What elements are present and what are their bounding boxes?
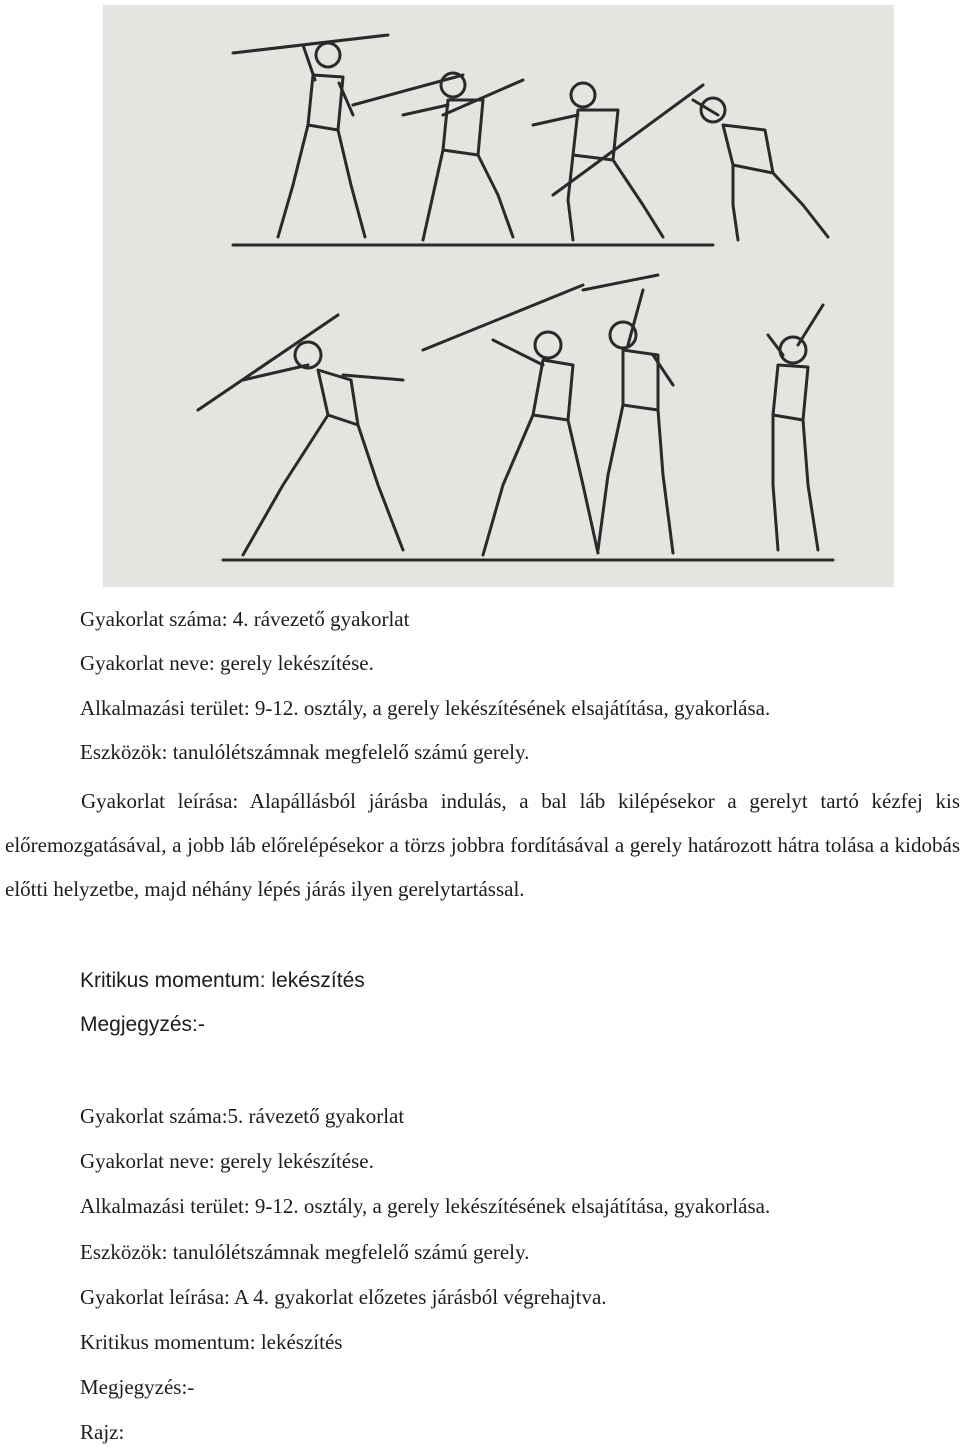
ex5-name: Gyakorlat neve: gerely lekészítése. bbox=[80, 1149, 374, 1173]
ex4-tools: Eszközök: tanulólétszámnak megfelelő számú gerely. bbox=[80, 740, 530, 764]
athlete-figure-2 bbox=[353, 73, 513, 240]
athlete-figure-7 bbox=[583, 275, 673, 553]
javelin-sequence-figure bbox=[103, 5, 894, 587]
ex5-description: Gyakorlat leírása: A 4. gyakorlat előzetes járásból végrehajtva. bbox=[80, 1285, 607, 1309]
ex5-drawing-label: Rajz: bbox=[80, 1420, 125, 1444]
athlete-figure-5 bbox=[198, 315, 403, 555]
athlete-figure-6 bbox=[423, 285, 598, 555]
athlete-figure-4 bbox=[553, 85, 828, 240]
ex5-area: Alkalmazási terület: 9-12. osztály, a gerely lekészítésének elsajátítása, gyakorlása. bbox=[80, 1194, 771, 1218]
ex4-number: Gyakorlat száma: 4. rávezető gyakorlat bbox=[80, 607, 410, 631]
ex5-tools: Eszközök: tanulólétszámnak megfelelő számú gerely. bbox=[80, 1240, 530, 1264]
athlete-figure-1 bbox=[233, 35, 388, 237]
athlete-figure-8 bbox=[768, 305, 823, 550]
ex5-note: Megjegyzés:- bbox=[80, 1375, 195, 1399]
ex4-note: Megjegyzés:- bbox=[80, 1013, 205, 1036]
ex4-critical: Kritikus momentum: lekészítés bbox=[80, 969, 365, 992]
ex4-name: Gyakorlat neve: gerely lekészítése. bbox=[80, 651, 374, 675]
ex4-area: Alkalmazási terület: 9-12. osztály, a gerely lekészítésének elsajátítása, gyakorlása. bbox=[80, 696, 771, 720]
ex5-critical: Kritikus momentum: lekészítés bbox=[80, 1330, 343, 1354]
ex4-description: Gyakorlat leírása: Alapállásból járásba indulás, a bal láb kilépésekor a gerelyt tartó kézfej kis előremozgatásával, a jobb láb előrelépésekor a törzs jobbra fordításával a gerely határozott hátra tolása a kidobás előtti helyzetbe, majd néhány lépés járás ilyen gerelytartással. bbox=[5, 789, 960, 901]
javelin-throw-sequence-drawing bbox=[103, 5, 894, 587]
ex5-number: Gyakorlat száma:5. rávezető gyakorlat bbox=[80, 1104, 405, 1128]
athlete-figure-3 bbox=[443, 80, 663, 240]
